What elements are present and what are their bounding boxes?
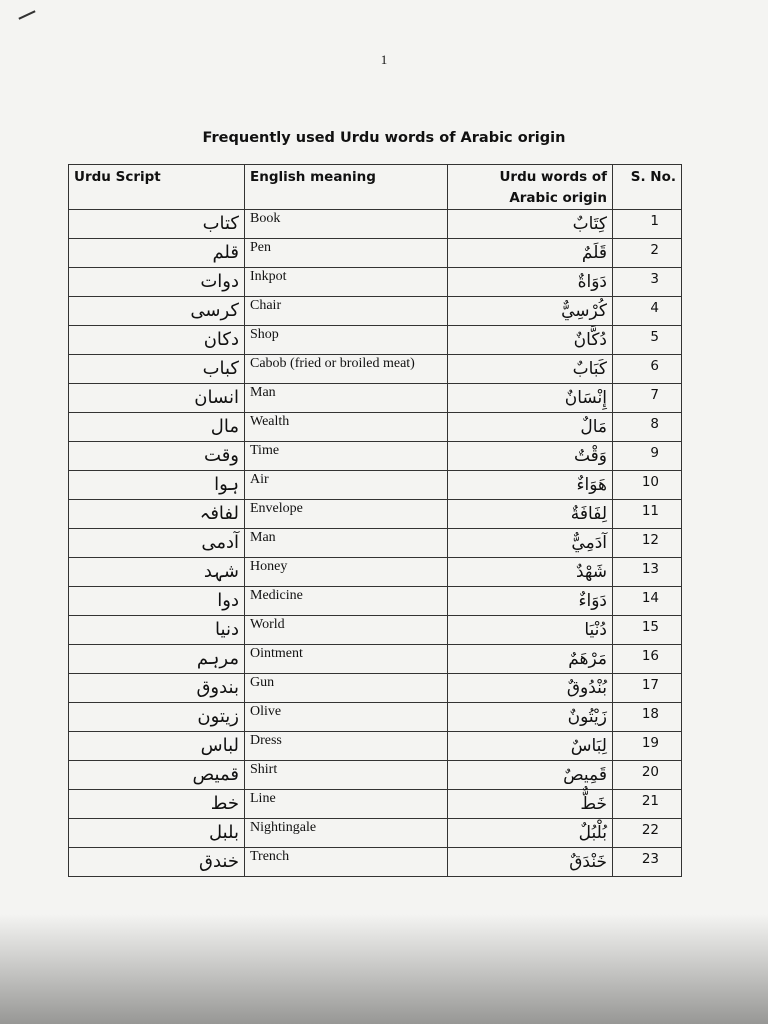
- urdu-script-cell: دوا: [69, 587, 245, 616]
- arabic-word-cell: دَوَاءٌ: [448, 587, 613, 616]
- serial-number-cell: 1: [613, 210, 682, 239]
- arabic-word-cell: خَنْدَقٌ: [448, 848, 613, 877]
- english-meaning-cell: Cabob (fried or broiled meat): [245, 355, 448, 384]
- arabic-word-cell: بُلْبُلٌ: [448, 819, 613, 848]
- table-row: [69, 558, 682, 587]
- urdu-script-cell: خندق: [69, 848, 245, 877]
- arabic-word-cell: قَمِيصٌ: [448, 761, 613, 790]
- table-row: [69, 413, 682, 442]
- urdu-script-cell: بندوق: [69, 674, 245, 703]
- table-row: [69, 616, 682, 645]
- table-row: [69, 268, 682, 297]
- urdu-script-cell: آدمی: [69, 529, 245, 558]
- header-serial-number: S. No.: [613, 165, 682, 210]
- serial-number-cell: 10: [613, 471, 682, 500]
- urdu-script-cell: کرسی: [69, 297, 245, 326]
- urdu-script-cell: زیتون: [69, 703, 245, 732]
- table-header-row: [69, 165, 682, 210]
- table-row: [69, 819, 682, 848]
- serial-number-cell: 19: [613, 732, 682, 761]
- header-arabic-words: Urdu words of Arabic origin: [448, 165, 613, 210]
- header-urdu-script: Urdu Script: [69, 165, 245, 210]
- arabic-word-cell: بُنْدُوقٌ: [448, 674, 613, 703]
- english-meaning-cell: Ointment: [245, 645, 448, 674]
- serial-number-cell: 11: [613, 500, 682, 529]
- english-meaning-cell: Time: [245, 442, 448, 471]
- serial-number-cell: 18: [613, 703, 682, 732]
- serial-number-cell: 13: [613, 558, 682, 587]
- serial-number-cell: 20: [613, 761, 682, 790]
- table-row: [69, 761, 682, 790]
- english-meaning-cell: Book: [245, 210, 448, 239]
- arabic-word-cell: لِبَاسٌ: [448, 732, 613, 761]
- arabic-word-cell: كَبَابٌ: [448, 355, 613, 384]
- arabic-word-cell: مَالٌ: [448, 413, 613, 442]
- urdu-script-cell: بلبل: [69, 819, 245, 848]
- urdu-script-cell: ہوا: [69, 471, 245, 500]
- serial-number-cell: 21: [613, 790, 682, 819]
- english-meaning-cell: Nightingale: [245, 819, 448, 848]
- serial-number-cell: 14: [613, 587, 682, 616]
- arabic-word-cell: خَطٌّ: [448, 790, 613, 819]
- arabic-word-cell: مَرْهَمٌ: [448, 645, 613, 674]
- english-meaning-cell: Dress: [245, 732, 448, 761]
- urdu-script-cell: مال: [69, 413, 245, 442]
- english-meaning-cell: Line: [245, 790, 448, 819]
- table-row: [69, 529, 682, 558]
- urdu-script-cell: وقت: [69, 442, 245, 471]
- serial-number-cell: 6: [613, 355, 682, 384]
- serial-number-cell: 4: [613, 297, 682, 326]
- english-meaning-cell: Trench: [245, 848, 448, 877]
- urdu-script-cell: لباس: [69, 732, 245, 761]
- english-meaning-cell: Medicine: [245, 587, 448, 616]
- page-title: Frequently used Urdu words of Arabic origin: [202, 130, 566, 146]
- english-meaning-cell: Man: [245, 529, 448, 558]
- table-row: [69, 471, 682, 500]
- english-meaning-cell: Shirt: [245, 761, 448, 790]
- table-row: [69, 732, 682, 761]
- english-meaning-cell: Air: [245, 471, 448, 500]
- arabic-word-cell: آدَمِيٌّ: [448, 529, 613, 558]
- arabic-word-cell: دَوَاةٌ: [448, 268, 613, 297]
- english-meaning-cell: Chair: [245, 297, 448, 326]
- urdu-script-cell: لفافہ: [69, 500, 245, 529]
- table-row: [69, 442, 682, 471]
- arabic-word-cell: إِنْسَانٌ: [448, 384, 613, 413]
- table-row: [69, 297, 682, 326]
- english-meaning-cell: Wealth: [245, 413, 448, 442]
- serial-number-cell: 5: [613, 326, 682, 355]
- table-row: [69, 645, 682, 674]
- arabic-word-cell: قَلَمٌ: [448, 239, 613, 268]
- arabic-word-cell: دُكَّانٌ: [448, 326, 613, 355]
- table-row: [69, 384, 682, 413]
- arabic-word-cell: وَقْتٌ: [448, 442, 613, 471]
- english-meaning-cell: Pen: [245, 239, 448, 268]
- pen-mark: [18, 10, 35, 19]
- table-row: [69, 326, 682, 355]
- arabic-word-cell: هَوَاءٌ: [448, 471, 613, 500]
- table-row: [69, 210, 682, 239]
- english-meaning-cell: Gun: [245, 674, 448, 703]
- serial-number-cell: 16: [613, 645, 682, 674]
- arabic-word-cell: لِفَافَةٌ: [448, 500, 613, 529]
- table-row: [69, 500, 682, 529]
- english-meaning-cell: Envelope: [245, 500, 448, 529]
- arabic-word-cell: زَيْتُونٌ: [448, 703, 613, 732]
- urdu-script-cell: مرہم: [69, 645, 245, 674]
- english-meaning-cell: Man: [245, 384, 448, 413]
- table-row: [69, 239, 682, 268]
- arabic-word-cell: كِتَابٌ: [448, 210, 613, 239]
- urdu-script-cell: قمیص: [69, 761, 245, 790]
- serial-number-cell: 12: [613, 529, 682, 558]
- urdu-script-cell: کباب: [69, 355, 245, 384]
- urdu-script-cell: دنیا: [69, 616, 245, 645]
- table-row: [69, 587, 682, 616]
- table-row: [69, 703, 682, 732]
- serial-number-cell: 17: [613, 674, 682, 703]
- urdu-script-cell: انسان: [69, 384, 245, 413]
- english-meaning-cell: Shop: [245, 326, 448, 355]
- english-meaning-cell: Inkpot: [245, 268, 448, 297]
- table-row: [69, 848, 682, 877]
- arabic-word-cell: كُرْسِيٌّ: [448, 297, 613, 326]
- header-english-meaning: English meaning: [245, 165, 448, 210]
- serial-number-cell: 23: [613, 848, 682, 877]
- arabic-word-cell: شَهْدٌ: [448, 558, 613, 587]
- vocabulary-table: [68, 164, 682, 877]
- urdu-script-cell: دکان: [69, 326, 245, 355]
- serial-number-cell: 15: [613, 616, 682, 645]
- urdu-script-cell: دوات: [69, 268, 245, 297]
- arabic-word-cell: دُنْيَا: [448, 616, 613, 645]
- serial-number-cell: 9: [613, 442, 682, 471]
- urdu-script-cell: خط: [69, 790, 245, 819]
- serial-number-cell: 8: [613, 413, 682, 442]
- table-row: [69, 674, 682, 703]
- urdu-script-cell: شہد: [69, 558, 245, 587]
- english-meaning-cell: Olive: [245, 703, 448, 732]
- table-row: [69, 790, 682, 819]
- serial-number-cell: 3: [613, 268, 682, 297]
- urdu-script-cell: قلم: [69, 239, 245, 268]
- scan-shadow: [0, 914, 768, 1024]
- english-meaning-cell: World: [245, 616, 448, 645]
- urdu-script-cell: کتاب: [69, 210, 245, 239]
- serial-number-cell: 22: [613, 819, 682, 848]
- serial-number-cell: 2: [613, 239, 682, 268]
- page-number: 1: [380, 52, 388, 67]
- english-meaning-cell: Honey: [245, 558, 448, 587]
- table-row: [69, 355, 682, 384]
- serial-number-cell: 7: [613, 384, 682, 413]
